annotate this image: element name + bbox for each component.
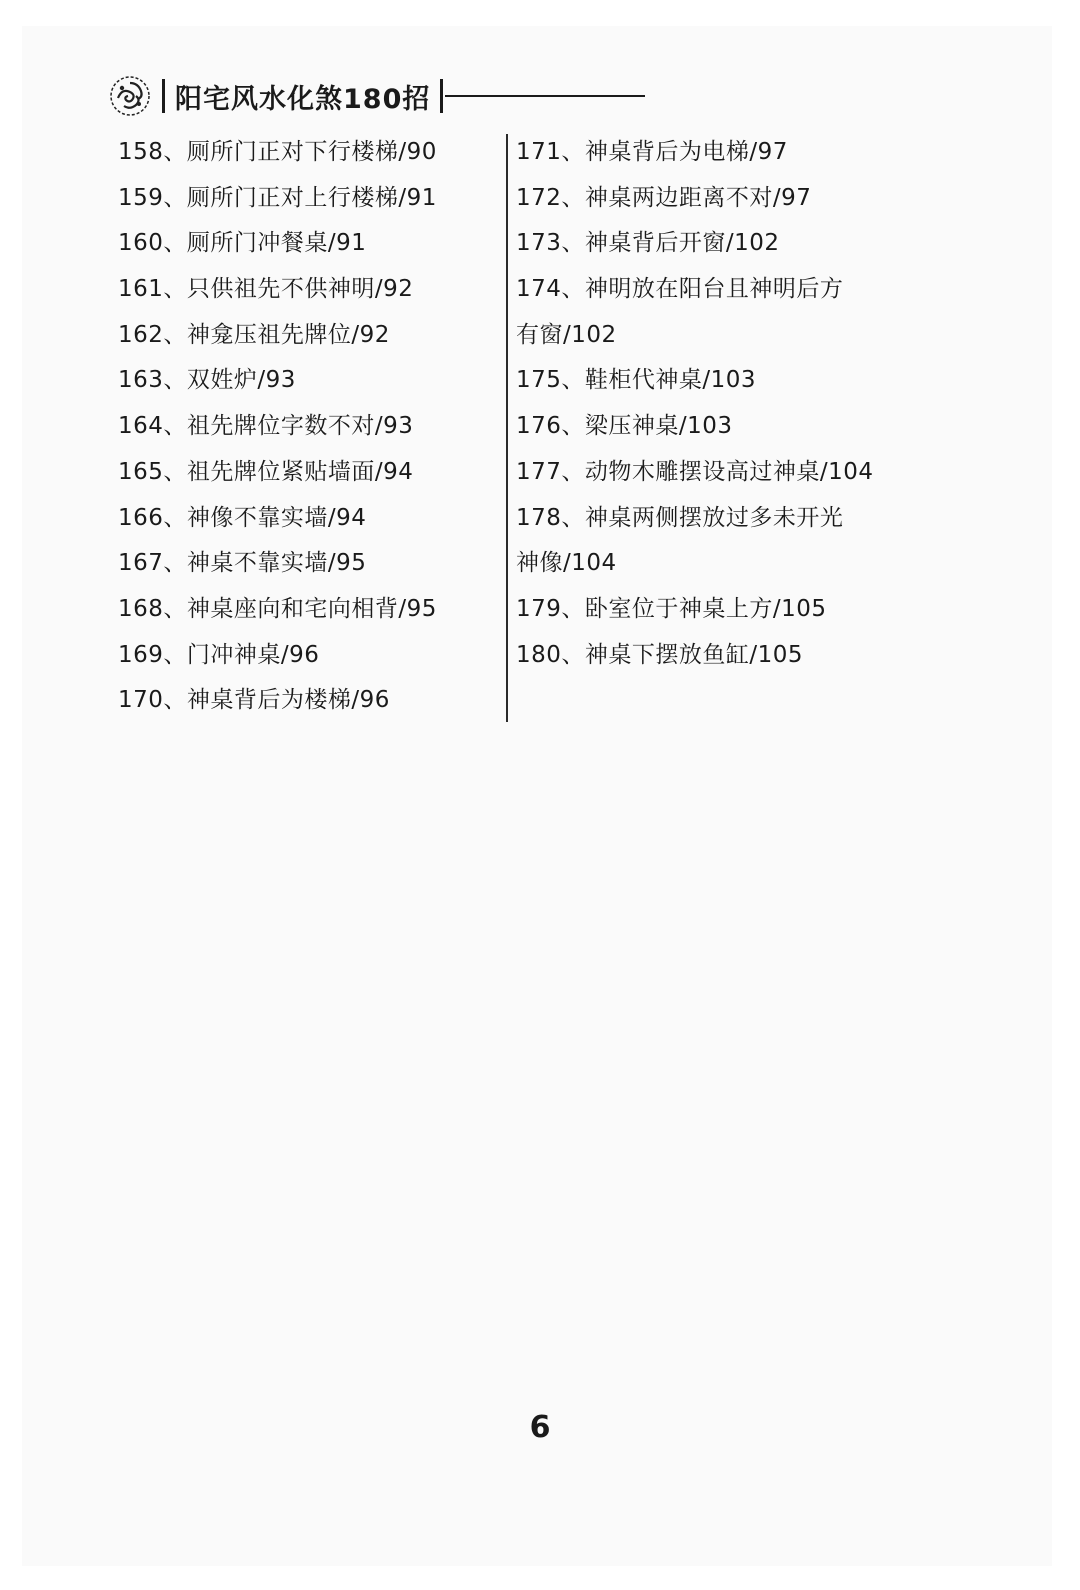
toc-column-right xyxy=(516,130,896,678)
header-bar-right xyxy=(440,79,443,113)
column-divider xyxy=(506,134,508,722)
toc-entry: 167、神桌不靠实墙/95 xyxy=(118,550,367,577)
toc-entry-continuation: 有窗/102 xyxy=(516,321,617,348)
toc-entry: 169、门冲神桌/96 xyxy=(118,641,320,668)
running-header xyxy=(108,72,645,120)
toc-entry: 180、神桌下摆放鱼缸/105 xyxy=(516,641,804,668)
cloud-swirl-emblem-icon xyxy=(108,74,152,118)
toc-entry: 177、动物木雕摆设高过神桌/104 xyxy=(516,458,874,485)
toc-column-left xyxy=(118,130,498,724)
page-number: 6 xyxy=(529,1410,551,1445)
toc-entry: 172、神桌两边距离不对/97 xyxy=(516,184,812,211)
toc-entry: 179、卧室位于神桌上方/105 xyxy=(516,595,827,622)
toc-entry: 178、神桌两侧摆放过多未开光 xyxy=(516,504,844,531)
toc-entry: 173、神桌背后开窗/102 xyxy=(516,230,780,257)
toc-entry: 171、神桌背后为电梯/97 xyxy=(516,139,788,165)
toc-entry: 162、神龛压祖先牌位/92 xyxy=(118,321,390,348)
toc-entry: 170、神桌背后为楼梯/96 xyxy=(118,687,390,714)
toc-entry: 160、厕所门冲餐桌/91 xyxy=(118,230,367,257)
toc-entry: 158、厕所门正对下行楼梯/90 xyxy=(118,139,437,165)
header-rule xyxy=(445,95,645,97)
toc-entry: 174、神明放在阳台且神明后方 xyxy=(516,276,844,303)
toc-entry: 163、双姓炉/93 xyxy=(118,367,296,394)
book-title: 阳宅风水化煞180招 xyxy=(175,83,431,115)
toc-entry: 164、祖先牌位字数不对/93 xyxy=(118,413,414,440)
toc-entry: 166、神像不靠实墙/94 xyxy=(118,504,367,531)
toc-entry: 168、神桌座向和宅向相背/95 xyxy=(118,595,437,622)
toc-entry: 175、鞋柜代神桌/103 xyxy=(516,367,757,394)
toc-entry-continuation: 神像/104 xyxy=(516,550,617,577)
header-bar-left xyxy=(162,79,165,113)
toc-entry: 165、祖先牌位紧贴墙面/94 xyxy=(118,458,414,485)
toc-entry: 161、只供祖先不供神明/92 xyxy=(118,276,414,303)
toc-entry: 176、梁压神桌/103 xyxy=(516,413,733,440)
toc-entry: 159、厕所门正对上行楼梯/91 xyxy=(118,184,437,211)
